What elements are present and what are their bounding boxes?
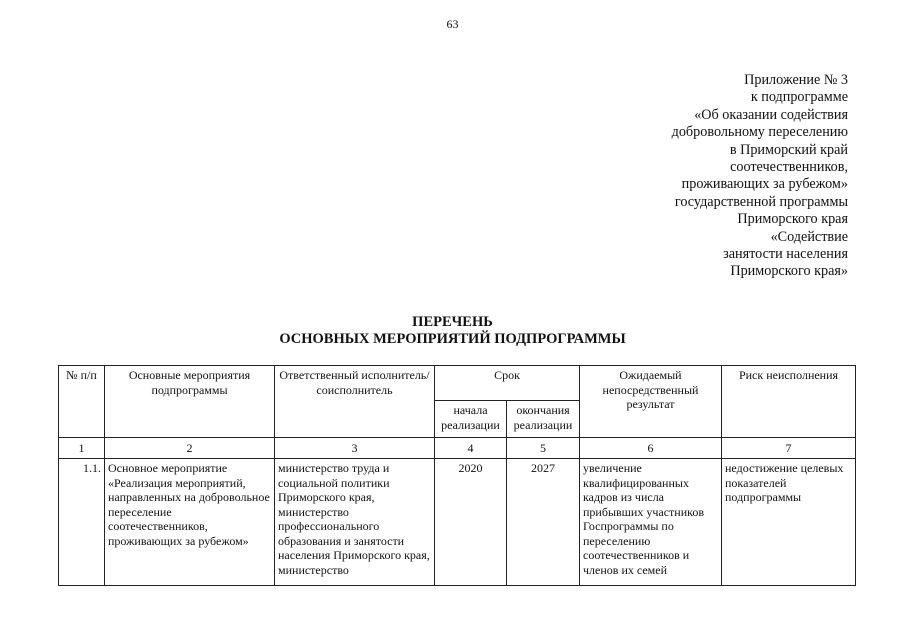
- appendix-line: занятости населения: [723, 246, 848, 263]
- header-activities: Основные мероприятия подпрограммы: [105, 366, 275, 438]
- header-term-end: окончания реализации: [507, 401, 580, 438]
- page-number: 63: [446, 17, 459, 31]
- column-number: 5: [507, 438, 580, 459]
- appendix-line: «Об оказании содействия: [694, 106, 848, 123]
- appendix-line: государственной программы: [674, 193, 848, 210]
- header-result: Ожидаемый непосредственный результат: [580, 366, 722, 438]
- header-risk: Риск неисполнения: [722, 366, 856, 438]
- appendix-line: добровольному переселению: [671, 124, 848, 141]
- row-risk: недостижение целевых показателей подпрограммы: [722, 459, 856, 586]
- appendix-line: проживающих за рубежом»: [681, 176, 848, 193]
- column-number: 6: [580, 438, 722, 459]
- appendix-line: Приложение № 3: [744, 72, 848, 88]
- table-row: [59, 459, 856, 586]
- appendix-line: к подпрограмме: [750, 89, 848, 106]
- row-num: 1.1.: [59, 459, 105, 586]
- header-term-start: начала реализации: [435, 401, 507, 438]
- column-number: 7: [722, 438, 856, 459]
- column-number: 1: [59, 438, 105, 459]
- header-responsible: Ответственный исполнитель/соисполнитель: [275, 366, 435, 438]
- header-term: Срок: [435, 366, 580, 401]
- header-num: № п/п: [59, 366, 105, 438]
- document-title: [0, 314, 905, 348]
- row-activity: Основное мероприятие «Реализация мероприятий, направленных на добровольное переселение соотечественников, проживающих за рубежом»: [105, 459, 275, 586]
- row-end-year: 2027: [507, 459, 580, 586]
- appendix-line: Приморского края: [737, 211, 848, 228]
- column-number: 2: [105, 438, 275, 459]
- title-line-2: ОСНОВНЫХ МЕРОПРИЯТИЙ ПОДПРОГРАММЫ: [279, 331, 626, 347]
- appendix-line: Приморского края»: [730, 263, 848, 280]
- column-numbers-row: [59, 438, 856, 459]
- appendix-line: «Содействие: [770, 228, 848, 245]
- column-number: 4: [435, 438, 507, 459]
- activities-table: [58, 365, 856, 586]
- title-line-1: ПЕРЕЧЕНЬ: [412, 314, 493, 330]
- column-number: 3: [275, 438, 435, 459]
- appendix-line: в Приморский край: [729, 141, 848, 158]
- row-start-year: 2020: [435, 459, 507, 586]
- appendix-line: соотечественников,: [730, 159, 848, 176]
- row-result: увеличение квалифицированных кадров из числа прибывших участников Госпрограммы по переселению соотечественников и членов их семей: [580, 459, 722, 586]
- appendix-header: [672, 72, 848, 281]
- row-responsible: министерство труда и социальной политики Приморского края, министерство профессионального образования и занятости населения Приморского края, министерство: [275, 459, 435, 586]
